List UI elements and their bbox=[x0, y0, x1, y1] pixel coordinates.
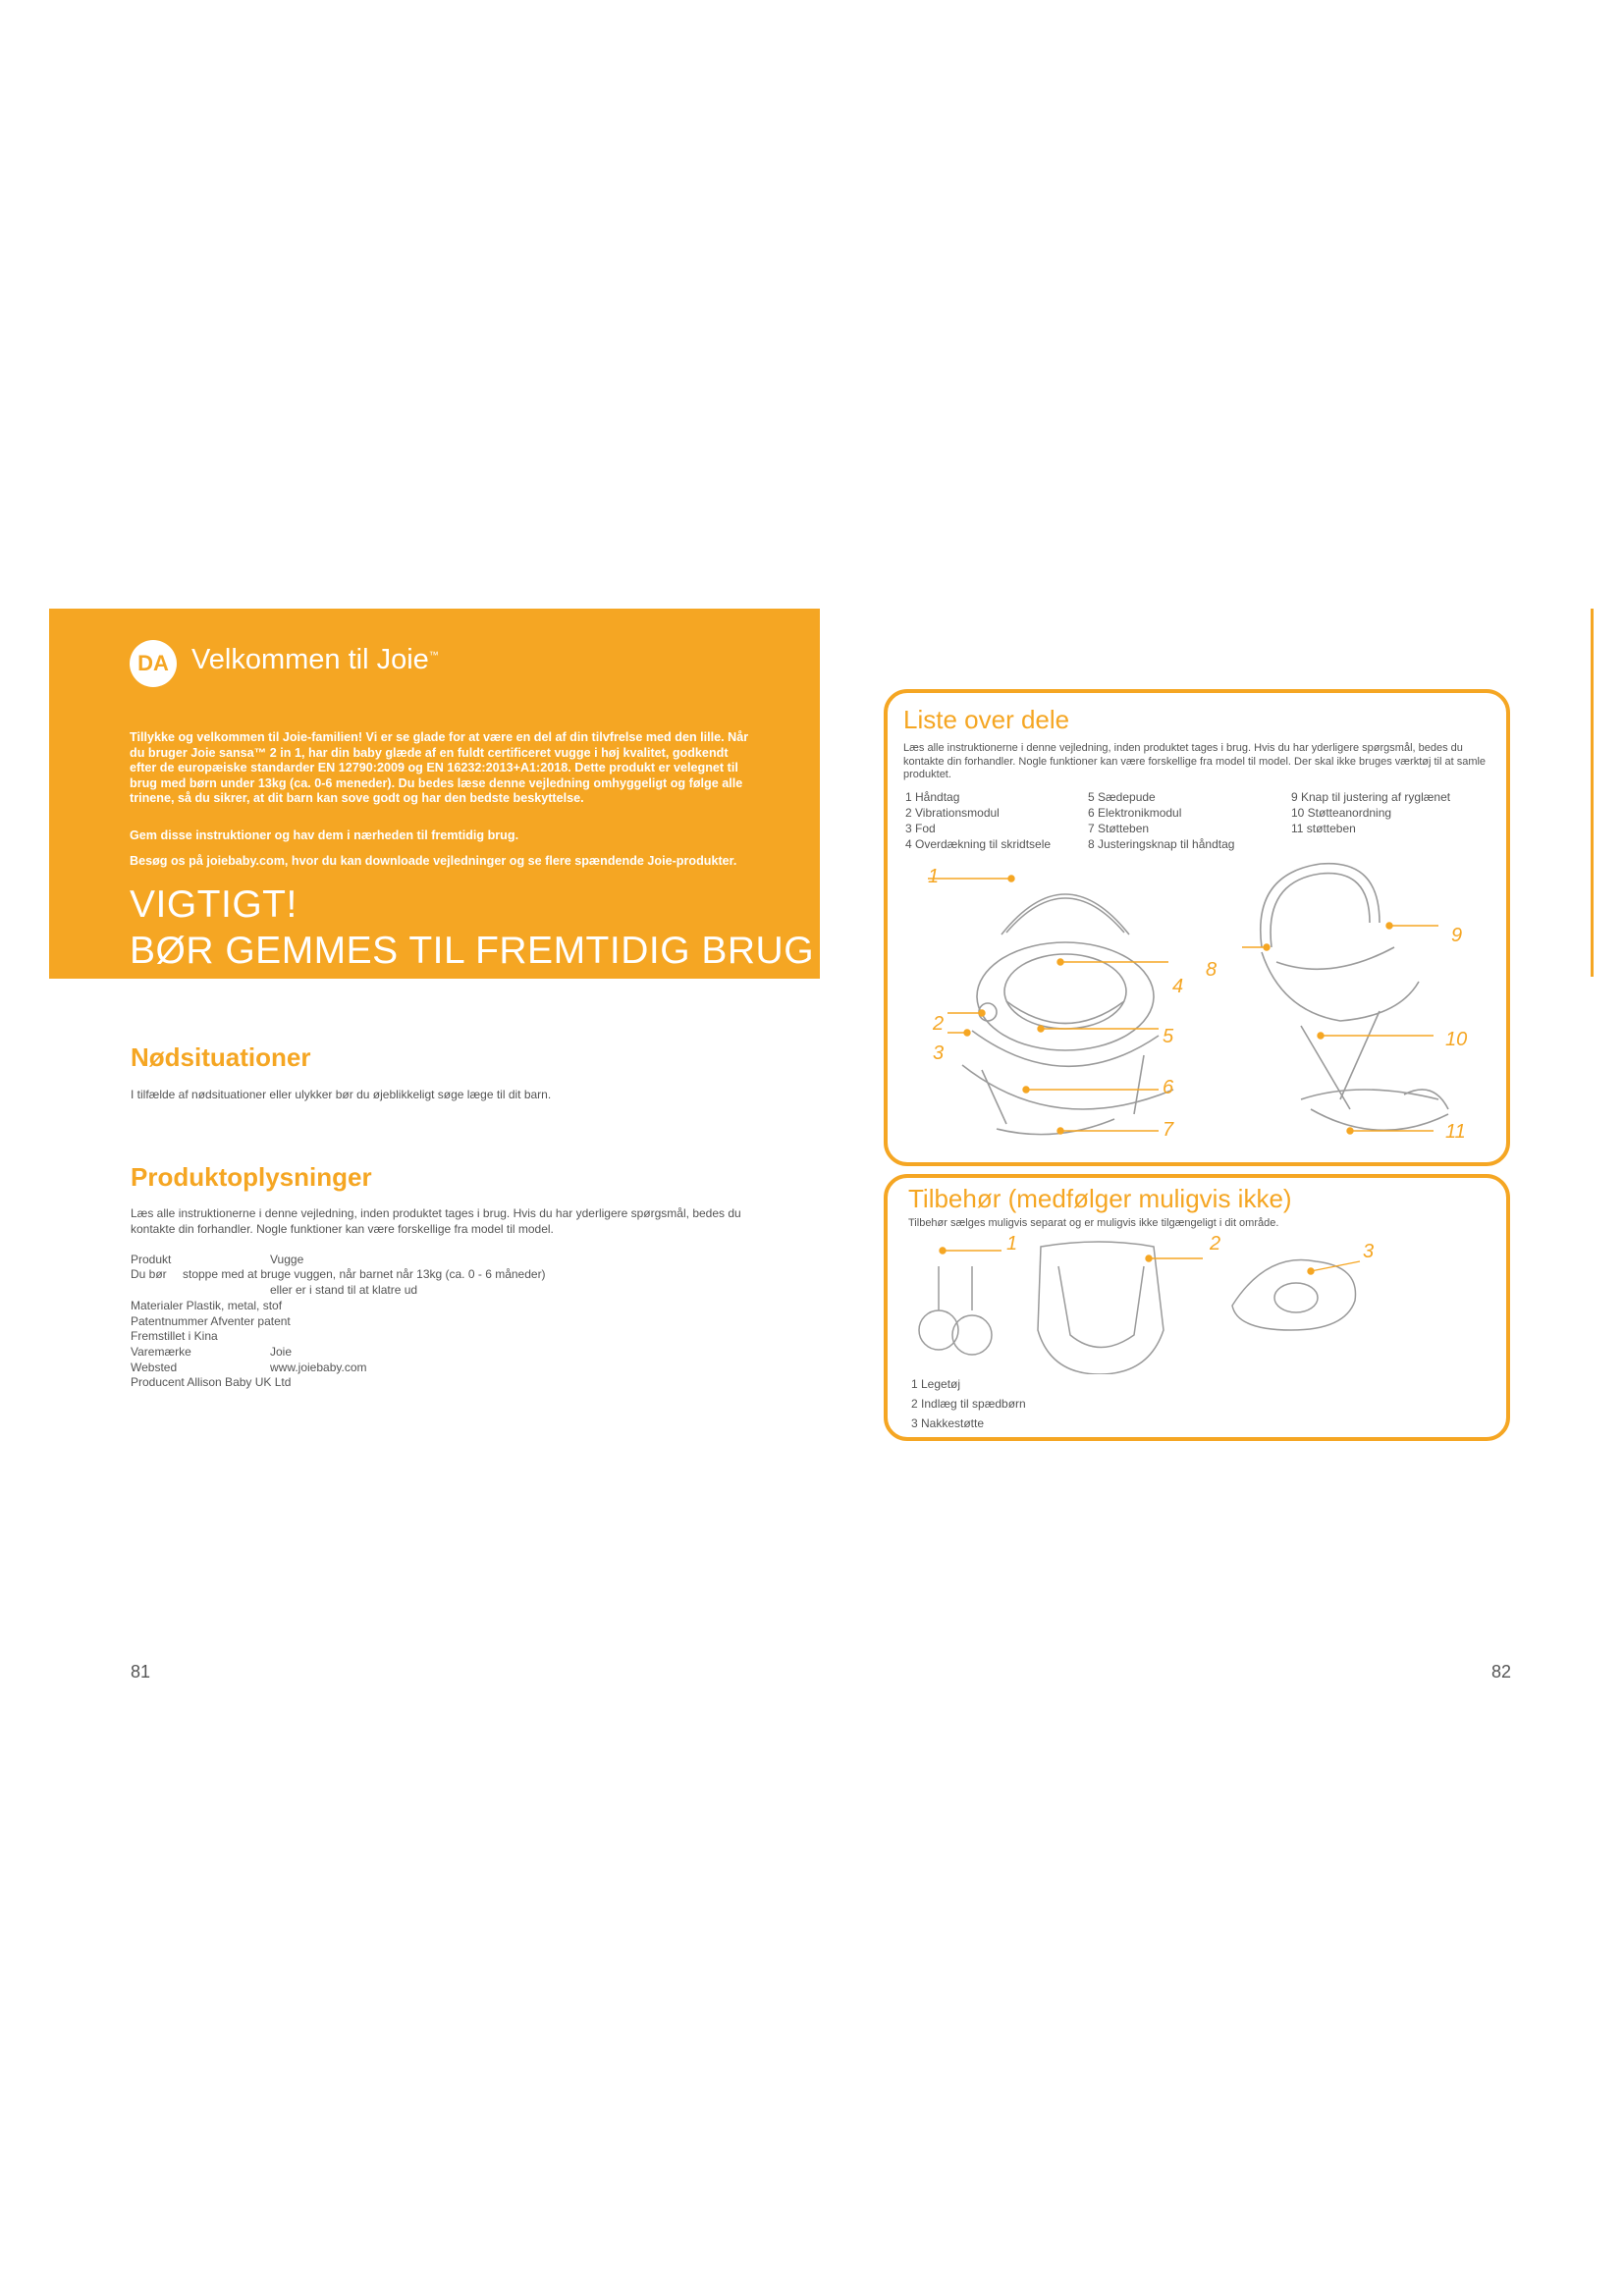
accessories-illustration bbox=[903, 1237, 1492, 1374]
welcome-title: Velkommen til Joie™ bbox=[191, 644, 439, 675]
page-number-left: 81 bbox=[131, 1662, 151, 1682]
accessory-item-3: 3 Nakkestøtte bbox=[911, 1416, 985, 1430]
callout-3: 3 bbox=[933, 1042, 945, 1064]
callout-9: 9 bbox=[1451, 925, 1463, 946]
welcome-intro: Tillykke og velkommen til Joie-familien! Vi er se glade for at være en del af din tilvfrelse med den lille. Når du bruger Joie sansa™ 2 in 1, har din baby glæde af en fuldt certificeret vugge i høj kvalitet, godkendt efter de europæiske standarder EN 12790:2009 og EN 16232:2013+A1:2018. Dette produkt er velegnet til brug med børn under 13kg (ca. 0-6 meneder). Du bedes læse denne vejledning omhyggeligt og følge alle trinene, så du sikrer, at dit barn kan sove godt og har den bedste beskyttelse. bbox=[130, 730, 749, 805]
callout-leader-lines bbox=[928, 876, 1438, 1134]
head-support-illustration bbox=[1232, 1259, 1356, 1330]
accessories-intro: Tilbehør sælges muligvis separat og er muligvis ikke tilgængeligt i dit område. bbox=[908, 1217, 1279, 1229]
page-number-right: 82 bbox=[1491, 1662, 1512, 1682]
spec-producer: Producent Allison Baby UK Ltd bbox=[131, 1375, 292, 1389]
visit-text: Besøg os på joiebaby.com, hvor du kan downloade vejledninger og se flere spændende Joie-produkter. bbox=[130, 854, 737, 868]
parts-column-1 bbox=[905, 789, 1051, 852]
callout-8: 8 bbox=[1206, 959, 1218, 981]
parts-list-heading: Liste over dele bbox=[903, 705, 1070, 734]
accessory-item-1: 1 Legetøj bbox=[911, 1377, 961, 1391]
part-item: 2 Vibrationsmodul bbox=[905, 806, 1000, 820]
product-diagram bbox=[889, 854, 1497, 1153]
spec-stop-use-cont: eller er i stand til at klatre ud bbox=[270, 1283, 418, 1297]
parts-column-3 bbox=[1291, 789, 1450, 836]
spec-material: Materialer Plastik, metal, stof bbox=[131, 1299, 283, 1312]
spec-stop-use: Du bør stoppe med at bruge vuggen, når barnet når 13kg (ca. 0 - 6 måneder) bbox=[131, 1267, 546, 1281]
part-item: 1 Håndtag bbox=[905, 790, 960, 804]
bouncer-side-view-illustration bbox=[1261, 864, 1448, 1131]
part-item: 4 Overdækning til skridtsele bbox=[905, 837, 1052, 851]
part-item: 5 Sædepude bbox=[1088, 790, 1156, 804]
callout-2: 2 bbox=[933, 1013, 945, 1035]
parts-column-2 bbox=[1088, 789, 1234, 852]
callout-4: 4 bbox=[1172, 976, 1184, 997]
keep-instructions-text: Gem disse instruktioner og hav dem i nærheden til fremtidig brug. bbox=[130, 828, 519, 842]
page-edge-marker bbox=[1591, 609, 1594, 977]
emergency-heading: Nødsituationer bbox=[131, 1042, 311, 1072]
infant-insert-illustration bbox=[1038, 1242, 1164, 1374]
product-info-intro: Læs alle instruktionerne i denne vejledning, inden produktet tages i brug. Hvis du har yderligere spørgsmål, bedes du kontakte din forhandler. Nogle funktioner kan være forskellige fra model til model. bbox=[131, 1206, 741, 1236]
callout-11: 11 bbox=[1445, 1121, 1466, 1143]
part-item: 11 støtteben bbox=[1291, 822, 1356, 835]
important-notice: VIGTIGT! BØR GEMMES TIL FREMTIDIG BRUG bbox=[130, 883, 815, 972]
accessory-leader-lines bbox=[940, 1248, 1360, 1274]
welcome-banner bbox=[49, 609, 820, 979]
callout-5: 5 bbox=[1163, 1026, 1174, 1047]
accessory-item-2: 2 Indlæg til spædbørn bbox=[911, 1397, 1026, 1411]
parts-list-intro: Læs alle instruktionerne i denne vejledning, inden produktet tages i brug. Hvis du har yderligere spørgsmål, bedes du kontakte din forhandler. Nogle funktioner kan være forskellige fra model til model. Der skal ikke bruges værktøj til at samle produktet. bbox=[903, 742, 1487, 780]
accessories-heading: Tilbehør (medfølger muligvis ikke) bbox=[908, 1184, 1292, 1213]
spec-website: Websted www.joiebaby.com bbox=[131, 1361, 367, 1374]
part-item: 6 Elektronikmodul bbox=[1088, 806, 1182, 820]
callout-10: 10 bbox=[1445, 1029, 1468, 1050]
spec-product: Produkt Vugge bbox=[131, 1253, 304, 1266]
part-item: 7 Støtteben bbox=[1088, 822, 1150, 835]
callout-1: 1 bbox=[928, 866, 940, 887]
spec-made-in: Fremstillet i Kina bbox=[131, 1329, 218, 1343]
callout-7: 7 bbox=[1163, 1119, 1174, 1141]
part-item: 9 Knap til justering af ryglænet bbox=[1291, 790, 1451, 804]
toy-illustration bbox=[919, 1266, 992, 1355]
language-badge: DA bbox=[130, 640, 177, 687]
part-item: 3 Fod bbox=[905, 822, 936, 835]
product-info-heading: Produktoplysninger bbox=[131, 1162, 372, 1192]
part-item: 10 Støtteanordning bbox=[1291, 806, 1392, 820]
part-item: 8 Justeringsknap til håndtag bbox=[1088, 837, 1235, 851]
accessory-callout-2: 2 bbox=[1210, 1233, 1221, 1255]
spec-patent: Patentnummer Afventer patent bbox=[131, 1314, 291, 1328]
accessory-callout-1: 1 bbox=[1006, 1233, 1018, 1255]
emergency-text: I tilfælde af nødsituationer eller ulykker bør du øjeblikkeligt søge læge til dit barn. bbox=[131, 1088, 552, 1101]
spec-brand: Varemærke Joie bbox=[131, 1345, 293, 1359]
callout-6: 6 bbox=[1163, 1077, 1174, 1098]
bouncer-front-view-illustration bbox=[962, 894, 1173, 1135]
accessory-callout-3: 3 bbox=[1363, 1241, 1375, 1262]
